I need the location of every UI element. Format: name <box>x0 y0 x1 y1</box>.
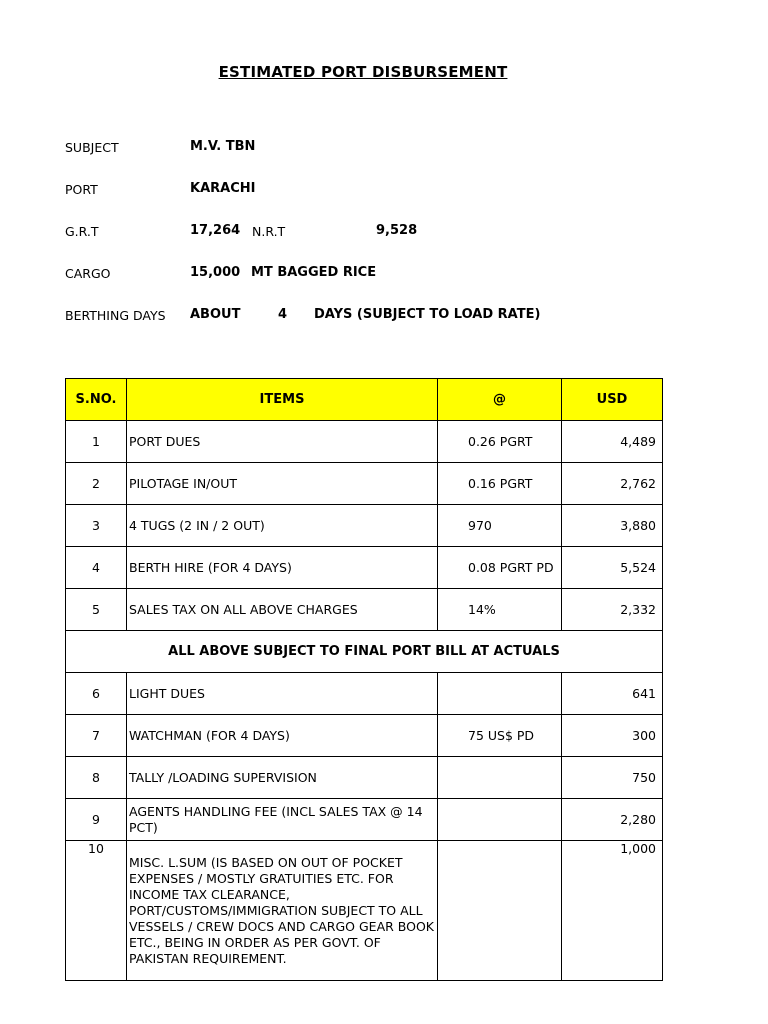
row-sno: 1 <box>66 421 127 463</box>
row-usd: 4,489 <box>562 421 663 463</box>
table-row <box>66 463 663 505</box>
header-usd: USD <box>562 379 663 421</box>
row-sno: 6 <box>66 673 127 715</box>
cargo-description: MT BAGGED RICE <box>251 265 377 280</box>
row-item: AGENTS HANDLING FEE (INCL SALES TAX @ 14 PCT) <box>127 799 438 841</box>
row-rate <box>438 799 562 841</box>
row-usd: 641 <box>562 673 663 715</box>
row-rate: 0.26 PGRT <box>438 421 562 463</box>
row-sno: 4 <box>66 547 127 589</box>
table-row <box>66 505 663 547</box>
row-item: BERTH HIRE (FOR 4 DAYS) <box>127 547 438 589</box>
row-item: LIGHT DUES <box>127 673 438 715</box>
row-usd: 2,280 <box>562 799 663 841</box>
cargo-label: CARGO <box>65 266 111 281</box>
port-value: KARACHI <box>190 181 256 196</box>
row-rate: 0.16 PGRT <box>438 463 562 505</box>
row-usd: 3,880 <box>562 505 663 547</box>
row-sno: 9 <box>66 799 127 841</box>
row-rate: 75 US$ PD <box>438 715 562 757</box>
table-row <box>66 841 663 981</box>
row-usd: 300 <box>562 715 663 757</box>
subject-value: M.V. TBN <box>190 139 256 154</box>
berthing-days-label: BERTHING DAYS <box>65 308 166 323</box>
row-rate <box>438 673 562 715</box>
row-usd: 2,332 <box>562 589 663 631</box>
table-row <box>66 421 663 463</box>
row-sno: 3 <box>66 505 127 547</box>
row-sno: 5 <box>66 589 127 631</box>
nrt-label: N.R.T <box>252 224 286 239</box>
row-item: PILOTAGE IN/OUT <box>127 463 438 505</box>
note-row <box>66 631 663 673</box>
table-row <box>66 547 663 589</box>
table-row <box>66 715 663 757</box>
row-sno: 10 <box>66 841 127 981</box>
subject-label: SUBJECT <box>65 140 119 155</box>
row-sno: 2 <box>66 463 127 505</box>
header-rate: @ <box>438 379 562 421</box>
row-sno: 8 <box>66 757 127 799</box>
document-title: ESTIMATED PORT DISBURSEMENT <box>218 63 508 81</box>
disbursement-table <box>65 378 663 981</box>
row-item: MISC. L.SUM (IS BASED ON OUT OF POCKET EXPENSES / MOSTLY GRATUITIES ETC. FOR INCOME TAX CLEARANCE, PORT/CUSTOMS/IMMIGRATION SUBJECT TO ALL VESSELS / CREW DOCS AND CARGO GEAR BOOK ETC., BEING IN ORDER AS PER GOVT. OF PAKISTAN REQUIREMENT. <box>127 841 438 981</box>
row-item: SALES TAX ON ALL ABOVE CHARGES <box>127 589 438 631</box>
table-header-row <box>66 379 663 421</box>
row-item: TALLY /LOADING SUPERVISION <box>127 757 438 799</box>
table-row <box>66 757 663 799</box>
row-usd: 750 <box>562 757 663 799</box>
berthing-about: ABOUT <box>190 307 241 322</box>
row-rate: 970 <box>438 505 562 547</box>
row-usd: 1,000 <box>562 841 663 981</box>
row-sno: 7 <box>66 715 127 757</box>
row-rate <box>438 841 562 981</box>
final-bill-note: ALL ABOVE SUBJECT TO FINAL PORT BILL AT ACTUALS <box>66 631 663 673</box>
row-rate: 0.08 PGRT PD <box>438 547 562 589</box>
row-rate <box>438 757 562 799</box>
row-item: 4 TUGS (2 IN / 2 OUT) <box>127 505 438 547</box>
header-items: ITEMS <box>127 379 438 421</box>
row-rate: 14% <box>438 589 562 631</box>
row-usd: 2,762 <box>562 463 663 505</box>
table-row <box>66 673 663 715</box>
berthing-note: DAYS (SUBJECT TO LOAD RATE) <box>314 307 541 322</box>
berthing-days-value: 4 <box>278 307 288 322</box>
row-item: PORT DUES <box>127 421 438 463</box>
row-item: WATCHMAN (FOR 4 DAYS) <box>127 715 438 757</box>
table-row <box>66 589 663 631</box>
grt-value: 17,264 <box>190 223 241 238</box>
cargo-quantity: 15,000 <box>190 265 241 280</box>
table-row <box>66 799 663 841</box>
nrt-value: 9,528 <box>376 223 418 238</box>
header-sno: S.NO. <box>66 379 127 421</box>
grt-label: G.R.T <box>65 224 99 239</box>
row-usd: 5,524 <box>562 547 663 589</box>
port-label: PORT <box>65 182 98 197</box>
